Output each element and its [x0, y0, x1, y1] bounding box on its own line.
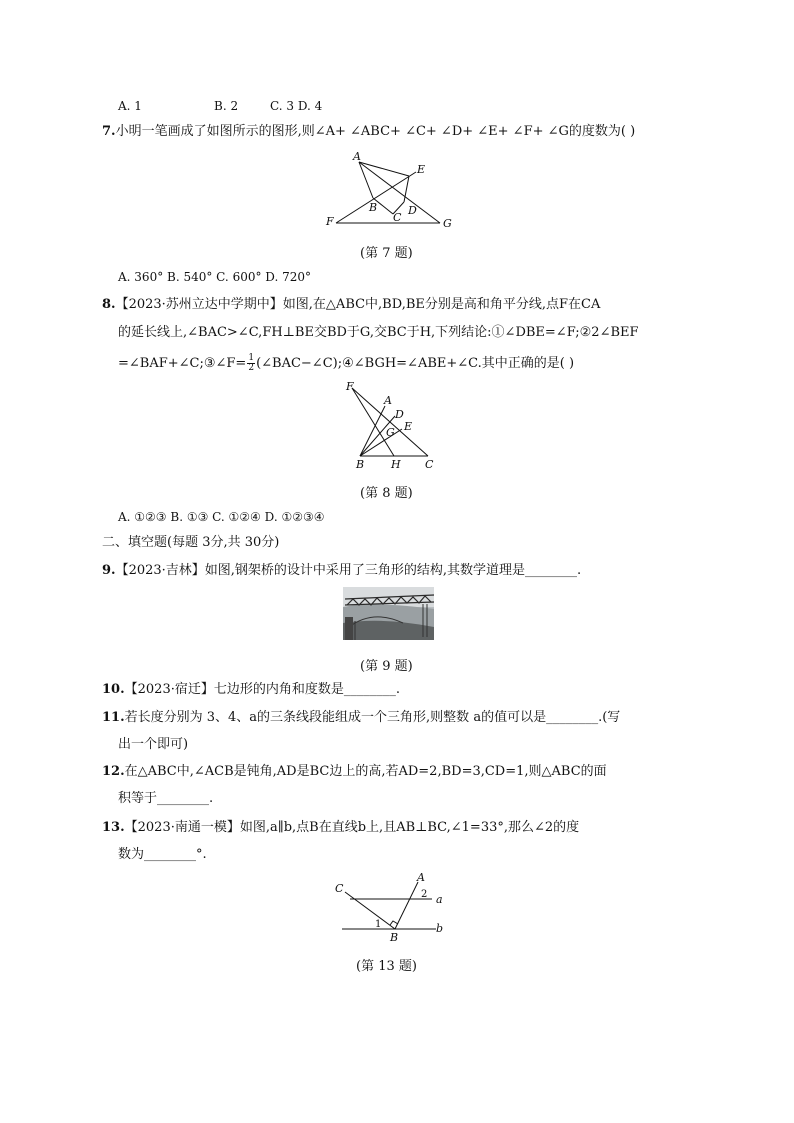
q7-label-c: C — [393, 211, 402, 224]
q13-text-1: 【2023·南通一模】如图,a∥b,点B在直线b上,且AB⊥BC,∠1=33°,那么∠2的度 — [124, 820, 580, 835]
q8-label-h: H — [391, 458, 401, 470]
q8-number: 8. — [102, 297, 116, 312]
q10-number: 10. — [102, 682, 125, 697]
q8-figure — [340, 380, 440, 470]
q8-line-2: 的延长线上,∠BAC>∠C,FH⊥BE交BD于G,交BC于H,下列结论:①∠DBE=∠F;②2∠BEF — [118, 325, 639, 340]
q8-line-3 — [118, 354, 574, 373]
q13-line-1 — [102, 820, 579, 836]
q13-caption: (第 13 题) — [356, 959, 417, 974]
q12-text-1: 在△ABC中,∠ACB是钝角,AD是BC边上的高,若AD=2,BD=3,CD=1,则△ABC的面 — [124, 764, 607, 779]
q8-options: A. ①②③ B. ①③ C. ①②④ D. ①②③④ — [118, 510, 325, 524]
q8-label-e: E — [404, 420, 413, 433]
q9-caption: (第 9 题) — [360, 659, 413, 674]
q7-options: A. 360° B. 540° C. 600° D. 720° — [118, 270, 312, 284]
q8-label-f: F — [346, 380, 354, 393]
q7-number: 7. — [102, 124, 116, 139]
q13-label-b: B — [390, 931, 399, 944]
q13-label-a: A — [417, 871, 425, 884]
q7-label-b: B — [369, 201, 378, 214]
q7-label-g: G — [443, 217, 452, 230]
q12-line-2: 积等于________. — [118, 791, 214, 806]
q8-fraction-den: 2 — [248, 363, 255, 373]
q13-label-angle-2: 2 — [421, 889, 428, 900]
q6-option-a: A. 1 — [118, 99, 142, 113]
section-2-title: 二、填空题(每题 3分,共 30分) — [102, 535, 280, 550]
q8-label-d: D — [395, 408, 404, 421]
q7-question — [102, 124, 635, 140]
q9-number: 9. — [102, 563, 116, 578]
q11-number: 11. — [102, 710, 125, 725]
q7-label-e: E — [417, 163, 426, 176]
q6-option-cd: C. 3 D. 4 — [270, 99, 323, 113]
q7-text: 小明一笔画成了如图所示的图形,则∠A+ ∠ABC+ ∠C+ ∠D+ ∠E+ ∠F+ ∠G的度数为( ) — [115, 124, 636, 139]
q10-question — [102, 682, 400, 698]
q13-number: 13. — [102, 820, 125, 835]
q13-label-line-a: a — [436, 893, 443, 906]
q7-label-a: A — [353, 150, 361, 163]
q13-label-angle-1: 1 — [375, 919, 382, 930]
q7-label-f: F — [326, 215, 334, 228]
q8-label-b: B — [356, 458, 365, 470]
q7-figure — [320, 148, 460, 234]
q8-label-a: A — [384, 394, 392, 407]
q13-label-c: C — [335, 882, 344, 895]
q7-label-d: D — [408, 204, 417, 217]
q8-line-1 — [102, 297, 600, 313]
q8-label-g: G — [386, 426, 395, 439]
q9-text: 【2023·吉林】如图,钢架桥的设计中采用了三角形的结构,其数学道理是________. — [115, 563, 582, 578]
q11-line-1 — [102, 710, 620, 726]
q12-line-1 — [102, 764, 607, 780]
q11-text-1: 若长度分别为 3、4、a的三条线段能组成一个三角形,则整数 a的值可以是________.(写 — [124, 710, 621, 725]
q12-number: 12. — [102, 764, 125, 779]
q6-option-b: B. 2 — [214, 99, 239, 113]
q8-fraction — [247, 354, 255, 373]
q8-label-c: C — [425, 458, 434, 470]
q8-text-1: 【2023·苏州立达中学期中】如图,在△ABC中,BD,BE分别是高和角平分线,点F在CA — [115, 297, 601, 312]
q13-line-2: 数为________°. — [118, 847, 207, 862]
q9-question — [102, 563, 581, 579]
q11-line-2: 出一个即可) — [118, 737, 189, 752]
q8-fraction-num: 1 — [248, 353, 255, 363]
q8-caption: (第 8 题) — [360, 486, 413, 501]
bridge-illustration — [343, 587, 434, 640]
q10-text: 【2023·宿迁】七边形的内角和度数是________. — [124, 682, 400, 697]
q8-text-3-pre: =∠BAF+∠C;③∠F= — [118, 356, 247, 371]
q8-text-3-post: (∠BAC−∠C);④∠BGH=∠ABE+∠C.其中正确的是( ) — [256, 356, 575, 371]
q13-figure — [328, 870, 448, 946]
q7-caption: (第 7 题) — [360, 246, 413, 261]
q9-bridge-photo — [343, 587, 434, 640]
q13-label-line-b: b — [436, 922, 444, 935]
